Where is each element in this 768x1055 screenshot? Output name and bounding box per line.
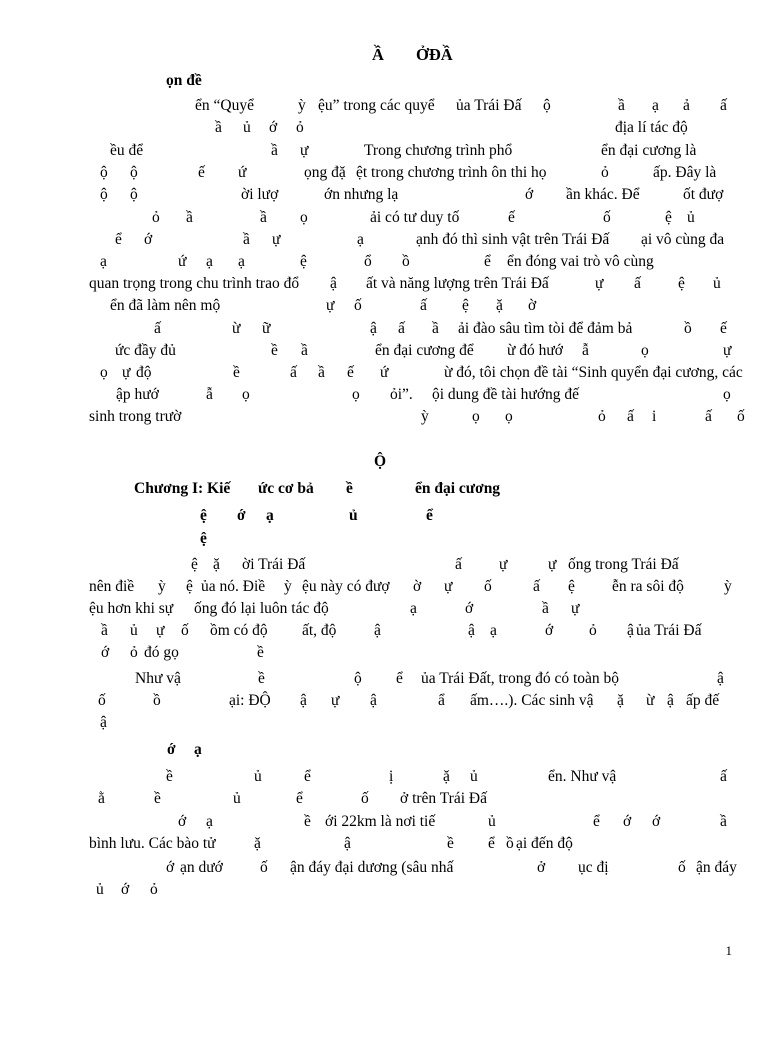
text-fragment: ủ — [488, 813, 496, 830]
text-fragment: ồ — [402, 253, 410, 270]
text-fragment: ệu hơn khi sự — [89, 600, 174, 617]
text-fragment: ều để — [110, 142, 144, 159]
text-fragment: ệt trong chương trình ôn thi họ — [356, 164, 547, 181]
text-fragment: ọ — [641, 342, 649, 359]
text-fragment: ố — [678, 859, 686, 876]
text-fragment: ạ — [490, 622, 497, 639]
text-fragment: ậ — [300, 692, 307, 709]
text-fragment: ủa Trái Đấ — [636, 622, 702, 639]
page-title — [0, 44, 768, 66]
text-fragment: ọ — [472, 408, 480, 425]
text-fragment: ậ — [667, 692, 674, 709]
section-heading — [0, 451, 768, 473]
text-fragment: ển đóng vai trò vô cùng — [507, 253, 654, 270]
text-fragment: ễn ra sôi độ — [612, 578, 684, 595]
text-fragment: ấ — [627, 408, 634, 425]
text-fragment: ả — [683, 97, 690, 114]
text-fragment: ệ — [665, 209, 672, 226]
text-fragment: ọ — [300, 209, 308, 226]
text-fragment: ủ — [713, 275, 721, 292]
paragraph-line — [0, 273, 768, 295]
text-fragment: ặ — [254, 835, 261, 852]
text-fragment: ề — [154, 790, 161, 807]
title-part-a: Ầ — [372, 45, 384, 64]
text-fragment: ạ — [410, 600, 417, 617]
text-fragment: ể — [396, 670, 403, 687]
text-fragment: ỏ — [130, 644, 138, 661]
text-fragment: ầ — [720, 813, 727, 830]
text-fragment: ới 22km là nơi tiế — [325, 813, 436, 830]
text-fragment: ự — [122, 364, 131, 381]
paragraph-line — [0, 229, 768, 251]
text-fragment: ớn nhưng lạ — [324, 186, 399, 203]
text-fragment: ố — [260, 859, 268, 876]
paragraph-line — [0, 788, 768, 810]
text-fragment: ển. Như vậ — [548, 768, 617, 785]
text-fragment: ải đào sâu tìm tòi để đảm bả — [458, 320, 633, 337]
text-fragment: ở trên Trái Đấ — [400, 790, 487, 807]
paragraph-line — [0, 406, 768, 428]
text-fragment: ải có tư duy tố — [370, 209, 460, 226]
text-fragment: ọ — [723, 386, 731, 403]
text-fragment: ớ — [101, 644, 110, 661]
text-fragment: ớ — [652, 813, 661, 830]
paragraph-line — [0, 117, 768, 139]
subsection-heading — [0, 528, 768, 550]
text-fragment: ấ — [290, 364, 297, 381]
paragraph-line — [0, 162, 768, 184]
text-fragment: i — [652, 408, 657, 425]
text-fragment: ậ — [468, 622, 475, 639]
text-fragment: ể — [593, 813, 600, 830]
text-fragment: ồ — [684, 320, 692, 337]
text-fragment: ữ — [262, 320, 271, 337]
text-fragment: ển đại cương là — [601, 142, 697, 159]
text-fragment: ệ — [191, 556, 198, 573]
text-fragment: ờ — [528, 297, 537, 314]
text-fragment: ự — [156, 622, 165, 639]
text-fragment: ặ — [496, 297, 503, 314]
text-fragment: ủ — [349, 507, 358, 524]
paragraph-line — [0, 833, 768, 855]
paragraph-line — [0, 879, 768, 901]
text-fragment: ủa nó. Điề — [201, 578, 266, 595]
paragraph-line — [0, 95, 768, 117]
text-fragment: ời lượ — [241, 186, 279, 203]
text-fragment: ể — [488, 835, 495, 852]
text-fragment: ủ — [470, 768, 478, 785]
text-fragment: ốt đượ — [683, 186, 724, 203]
text-fragment: ừ — [646, 692, 655, 709]
text-fragment: ổ — [364, 253, 372, 270]
paragraph-line — [0, 690, 768, 712]
paragraph-line — [0, 140, 768, 162]
text-fragment: ự — [444, 578, 453, 595]
text-fragment: ứ — [238, 164, 247, 181]
text-fragment: ủa Trái Đất, trong đó có toàn bộ — [421, 670, 620, 687]
text-fragment: ội dung đề tài hướng đế — [432, 386, 580, 403]
paragraph-line — [0, 251, 768, 273]
text-fragment: ớ — [465, 600, 474, 617]
text-fragment: ấ — [398, 320, 405, 337]
text-fragment: ạ — [206, 253, 213, 270]
text-fragment: ần khác. Để — [566, 186, 640, 203]
text-fragment: ệ — [186, 578, 193, 595]
text-fragment: Chương I: Kiế — [134, 480, 231, 497]
text-fragment: ố — [484, 578, 492, 595]
text-fragment: ừ — [232, 320, 241, 337]
paragraph-line — [0, 384, 768, 406]
paragraph-line — [0, 620, 768, 642]
paragraph-line — [0, 207, 768, 229]
paragraph-line — [0, 811, 768, 833]
text-fragment: ấ — [634, 275, 641, 292]
text-fragment: ậ — [370, 320, 377, 337]
text-fragment: ố — [181, 622, 189, 639]
text-fragment: ế — [347, 364, 354, 381]
text-fragment: ỳ — [421, 408, 429, 425]
text-fragment: nên điề — [89, 578, 135, 595]
title-part-b: ỞĐẦ — [416, 45, 453, 64]
text-fragment: ạnh đó thì sinh vật trên Trái Đấ — [416, 231, 610, 248]
text-fragment: ủ — [233, 790, 241, 807]
text-fragment: ộ — [130, 164, 138, 181]
text-fragment: ầ — [260, 209, 267, 226]
text-fragment: ồ — [153, 692, 161, 709]
paragraph-line — [0, 668, 768, 690]
section-heading-text: ọn đề — [166, 72, 202, 89]
text-fragment: ủ — [130, 622, 138, 639]
text-fragment: ớ — [167, 741, 176, 758]
text-fragment: ớ — [237, 507, 246, 524]
text-fragment: ỏ — [152, 209, 160, 226]
paragraph-line — [0, 295, 768, 317]
text-fragment: ẩ — [438, 692, 445, 709]
text-fragment: ỏ — [296, 119, 304, 136]
section-heading — [0, 70, 768, 92]
text-fragment: ế — [720, 320, 727, 337]
text-fragment: ầ — [432, 320, 439, 337]
text-fragment: ậ — [717, 670, 724, 687]
text-fragment: ống đó lại luôn tác độ — [194, 600, 329, 617]
text-fragment: ấm….). Các sinh vậ — [470, 692, 594, 709]
text-fragment: ệ — [200, 507, 207, 524]
text-fragment: ệu này có đượ — [302, 578, 390, 595]
text-fragment: ệ — [462, 297, 469, 314]
paragraph-line — [0, 340, 768, 362]
text-fragment: ố — [354, 297, 362, 314]
text-fragment: ự — [548, 556, 557, 573]
text-fragment: ỳ — [298, 97, 306, 114]
paragraph-line — [0, 318, 768, 340]
text-fragment: ỏ — [601, 164, 609, 181]
text-fragment: ể — [484, 253, 491, 270]
text-fragment: ề — [257, 644, 264, 661]
text-fragment: ề — [346, 480, 353, 497]
text-fragment: ể — [115, 231, 122, 248]
text-fragment: ập hướ — [116, 386, 159, 403]
text-fragment: ất, độ — [302, 622, 337, 639]
text-fragment: ủa Trái Đấ — [456, 97, 522, 114]
text-fragment: ặ — [443, 768, 450, 785]
text-fragment: ậ — [627, 622, 634, 639]
text-fragment: ạ — [238, 253, 245, 270]
text-fragment: ỳ — [724, 578, 732, 595]
text-fragment: ớ — [623, 813, 632, 830]
text-fragment: ự — [272, 231, 281, 248]
text-fragment: ậ — [100, 714, 107, 731]
text-fragment: Trong chương trình phổ — [364, 142, 513, 159]
text-fragment: ủ — [96, 881, 104, 898]
text-fragment: ậ — [374, 622, 381, 639]
text-fragment: ọ — [352, 386, 360, 403]
text-fragment: ề — [233, 364, 240, 381]
text-fragment: ự — [331, 692, 340, 709]
text-fragment: ệ — [200, 530, 207, 547]
text-fragment: ỳ — [284, 578, 292, 595]
text-fragment: ọng đặ — [304, 164, 346, 181]
text-fragment: ặ — [213, 556, 220, 573]
text-fragment: ớ — [545, 622, 554, 639]
text-fragment: ằ — [98, 790, 105, 807]
text-fragment: ự — [300, 142, 309, 159]
text-fragment: ớ — [144, 231, 153, 248]
text-fragment: ấ — [705, 408, 712, 425]
paragraph-line — [0, 362, 768, 384]
text-fragment: ề — [304, 813, 311, 830]
text-fragment: ấ — [533, 578, 540, 595]
text-fragment: ầ — [318, 364, 325, 381]
text-fragment: ủ — [687, 209, 695, 226]
text-fragment: ớ — [178, 813, 187, 830]
text-fragment: ố — [361, 790, 369, 807]
text-fragment: ạ — [357, 231, 364, 248]
text-fragment: ớ — [121, 881, 130, 898]
text-fragment: sinh trong trườ — [89, 408, 182, 425]
text-fragment: ận đáy — [696, 859, 737, 876]
text-fragment: ấ — [420, 297, 427, 314]
text-fragment: ề — [166, 768, 173, 785]
text-fragment: ọ — [505, 408, 513, 425]
paragraph-line — [0, 184, 768, 206]
text-fragment: ận đáy đại dương (sâu nhấ — [290, 859, 454, 876]
text-fragment: Như vậ — [135, 670, 181, 687]
text-fragment: ầ — [301, 342, 308, 359]
text-fragment: ậ — [370, 692, 377, 709]
text-fragment: ậ — [344, 835, 351, 852]
text-fragment: đó gọ — [144, 644, 179, 661]
text-fragment: ục đị — [578, 859, 609, 876]
text-fragment: ế — [508, 209, 515, 226]
text-fragment: ầ — [271, 142, 278, 159]
text-fragment: ứ — [178, 253, 187, 270]
text-fragment: ớ — [269, 119, 278, 136]
paragraph-line — [0, 766, 768, 788]
text-fragment: ứ — [380, 364, 389, 381]
section-heading-text: Ộ — [374, 453, 387, 470]
text-fragment: ệ — [300, 253, 307, 270]
paragraph-line — [0, 554, 768, 576]
text-fragment: ệ — [568, 578, 575, 595]
text-fragment: ệ — [678, 275, 685, 292]
text-fragment: ủ — [243, 119, 251, 136]
text-fragment: độ — [136, 364, 152, 381]
text-fragment: ự — [571, 600, 580, 617]
text-fragment: ộ — [100, 164, 108, 181]
paragraph-line — [0, 576, 768, 598]
text-fragment: ạ — [652, 97, 659, 114]
text-fragment: ống trong Trái Đấ — [568, 556, 679, 573]
text-fragment: ấp. Đây là — [653, 164, 717, 181]
text-fragment: quan trọng trong chu trình trao đổ — [89, 275, 300, 292]
text-fragment: ển “Quyể — [195, 97, 254, 114]
text-fragment: ọ — [100, 364, 108, 381]
text-fragment: ỏ — [150, 881, 158, 898]
text-fragment: ấ — [455, 556, 462, 573]
text-fragment: ấp đế — [686, 692, 720, 709]
text-fragment: ức đầy đủ — [115, 342, 176, 359]
text-fragment: ại vô cùng đa — [641, 231, 725, 248]
text-fragment: ừ đó, tôi chọn đề tài “Sinh quyển đại cương, các — [444, 364, 743, 381]
text-fragment: ạ — [100, 253, 107, 270]
text-fragment: ể — [426, 507, 433, 524]
text-fragment: ọ — [242, 386, 250, 403]
text-fragment: ầ — [101, 622, 108, 639]
text-fragment: ố — [98, 692, 106, 709]
text-fragment: ớ — [166, 859, 175, 876]
text-fragment: ại đến độ — [516, 835, 573, 852]
paragraph-line — [0, 598, 768, 620]
text-fragment: ố — [737, 408, 745, 425]
text-fragment: ể — [296, 790, 303, 807]
text-fragment: ạ — [206, 813, 213, 830]
text-fragment: ấ — [154, 320, 161, 337]
text-fragment: ộ — [543, 97, 551, 114]
text-fragment: ển đại cương để — [375, 342, 474, 359]
text-fragment: ỏi”. — [390, 386, 413, 403]
text-fragment: ờ — [413, 578, 422, 595]
text-fragment: ở — [537, 859, 546, 876]
text-fragment: ự — [499, 556, 508, 573]
text-fragment: ẫ — [582, 342, 589, 359]
text-fragment: ồm có độ — [210, 622, 268, 639]
text-fragment: ấ — [720, 768, 727, 785]
text-fragment: ự — [326, 297, 335, 314]
text-fragment: ầ — [215, 119, 222, 136]
text-fragment: ển đại cương — [415, 480, 501, 497]
text-fragment: ề — [447, 835, 454, 852]
text-fragment: ị — [389, 768, 394, 785]
chapter-heading — [0, 478, 768, 500]
subsection-heading — [0, 505, 768, 527]
text-fragment: ầ — [542, 600, 549, 617]
text-fragment: ồ — [506, 835, 514, 852]
text-fragment: ố — [603, 209, 611, 226]
text-fragment: ầ — [186, 209, 193, 226]
text-fragment: ạn dướ — [180, 859, 223, 876]
text-fragment: ộ — [354, 670, 362, 687]
text-fragment: ể — [304, 768, 311, 785]
paragraph-line — [0, 857, 768, 879]
text-fragment: ề — [258, 670, 265, 687]
text-fragment: ệu” trong các quyể — [318, 97, 435, 114]
page-number: 1 — [725, 943, 732, 958]
text-fragment: ạ — [266, 507, 274, 524]
paragraph-line — [0, 642, 768, 664]
text-fragment: ức cơ bả — [258, 480, 314, 497]
text-fragment: ạ — [194, 741, 202, 758]
text-fragment: ặ — [617, 692, 624, 709]
text-fragment: ất và năng lượng trên Trái Đấ — [366, 275, 549, 292]
text-fragment: ấ — [720, 97, 727, 114]
text-fragment: ế — [198, 164, 205, 181]
text-fragment: ừ đó hướ — [507, 342, 563, 359]
text-fragment: ề — [271, 342, 278, 359]
text-fragment: ẫ — [206, 386, 213, 403]
text-fragment: ại: ĐỘ — [229, 692, 271, 709]
text-fragment: ển đã làm nên mộ — [110, 297, 221, 314]
text-fragment: ự — [723, 342, 732, 359]
text-fragment: địa lí tác độ — [615, 119, 688, 136]
paragraph-line — [0, 712, 768, 734]
text-fragment: ớ — [525, 186, 534, 203]
text-fragment: ộ — [100, 186, 108, 203]
text-fragment: ự — [595, 275, 604, 292]
subsection-heading — [0, 739, 768, 761]
text-fragment: ộ — [130, 186, 138, 203]
text-fragment: ời Trái Đấ — [242, 556, 306, 573]
text-fragment: ủ — [254, 768, 262, 785]
text-fragment: ậ — [330, 275, 337, 292]
text-fragment: ỏ — [598, 408, 606, 425]
text-fragment: ỏ — [589, 622, 597, 639]
text-fragment: ỳ — [158, 578, 166, 595]
text-fragment: bình lưu. Các bào tử — [89, 835, 216, 852]
text-fragment: ầ — [243, 231, 250, 248]
text-fragment: ầ — [618, 97, 625, 114]
